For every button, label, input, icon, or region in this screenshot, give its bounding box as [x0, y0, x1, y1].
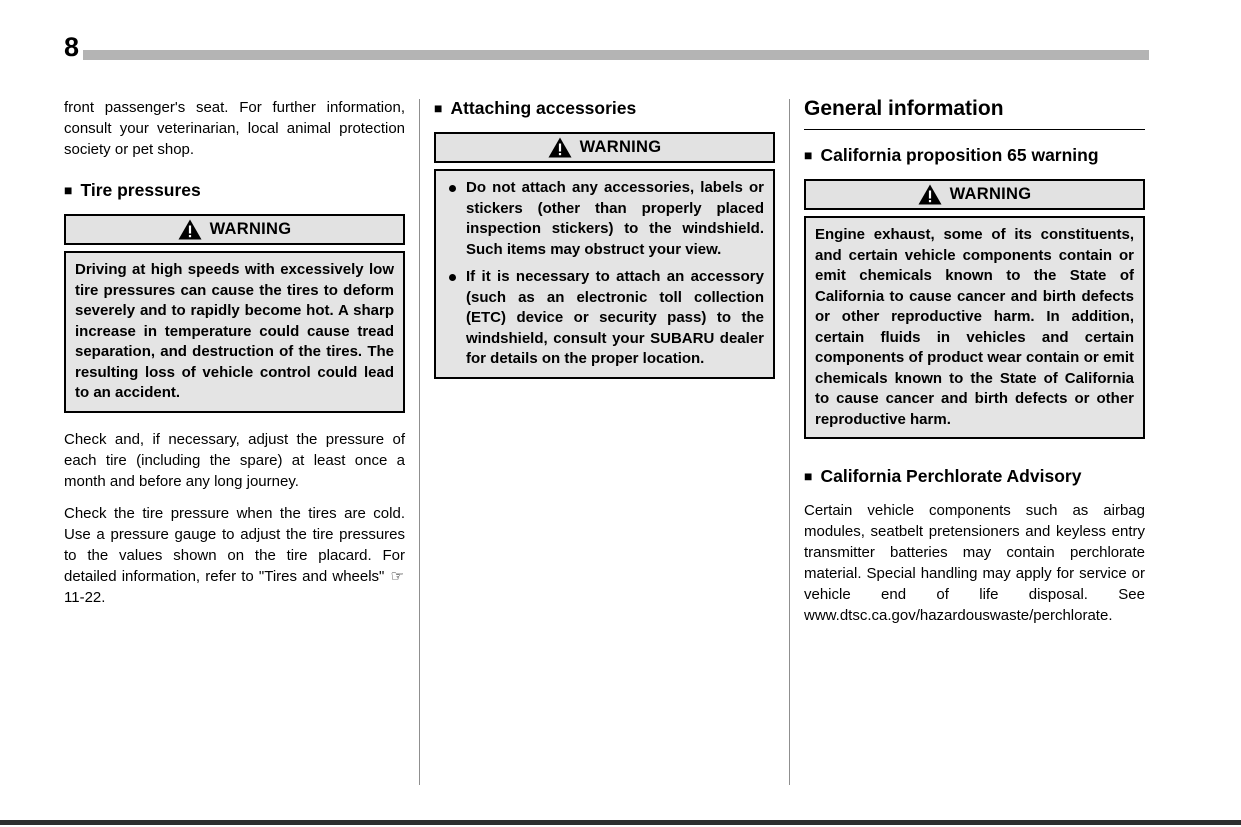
- warning-box-tire-pressures: [64, 214, 405, 413]
- square-bullet-icon: ■: [434, 100, 443, 116]
- column-divider-right: [789, 99, 790, 785]
- tire-cold-paragraph: [64, 503, 405, 608]
- tire-cold-paragraph-text: Check the tire pressure when the tires are cold. Use a pressure gauge to adjust the tire pressures to the values shown on the tire placard. For detailed information, refer to "Tires and wheels": [64, 504, 405, 585]
- warning-bullet-item: Do not attach any accessories, labels or stickers (other than properly placed inspection stickers) to the windshield. Such items may obstruct your view.: [445, 178, 764, 260]
- perchlorate-paragraph: Certain vehicle components such as airbag modules, seatbelt pretensioners and keyless entry transmitter batteries may contain perchlorate material. Special handling may apply for service or vehicle end of life disposal. See www.dtsc.ca.gov/hazardouswaste/perchlorate.: [804, 502, 1145, 624]
- warning-triangle-icon: [918, 184, 942, 205]
- warning-text: Engine exhaust, some of its constituents, and certain vehicle components contain or emit chemicals known to the State of California to cause cancer and birth defects or other reproductive harm. In addition, certain fluids in vehicles and certain components of product wear contain or emit chemicals known to the State of California to cause cancer and birth defects or other reproductive harm.: [815, 226, 1134, 428]
- page-reference-hand-icon: ☞: [390, 567, 404, 585]
- page-header: [64, 34, 1149, 61]
- warning-body: [434, 169, 775, 379]
- three-column-layout: [64, 97, 1149, 785]
- section-heading-label: Tire pressures: [80, 180, 201, 200]
- square-bullet-icon: ■: [64, 182, 73, 198]
- page-number: 8: [64, 32, 80, 62]
- section-heading-label: California Perchlorate Advisory: [820, 466, 1082, 486]
- warning-box-prop65: [804, 179, 1145, 439]
- warning-text: Driving at high speeds with excessively low tire pressures can cause the tires to deform severely and to rapidly become hot. A sharp increase in temperature could cause tread separation, and destruction of the tires. The resulting loss of vehicle control could lead to an accident.: [75, 261, 394, 401]
- section-heading-label: California proposition 65 warning: [820, 145, 1099, 165]
- chapter-heading-general-information: General information: [804, 97, 1145, 130]
- warning-header: [804, 179, 1145, 210]
- column-middle: [434, 97, 775, 785]
- warning-label: WARNING: [949, 185, 1032, 203]
- warning-body: [64, 251, 405, 413]
- warning-box-attaching-accessories: [434, 132, 775, 379]
- warning-header: [64, 214, 405, 245]
- section-heading-prop65: [804, 144, 1145, 166]
- section-heading-label: Attaching accessories: [450, 98, 637, 118]
- section-heading-perchlorate: [804, 465, 1145, 487]
- intro-paragraph: front passenger's seat. For further information, consult your veterinarian, local animal protection society or pet shop.: [64, 99, 405, 158]
- warning-triangle-icon: [178, 219, 202, 240]
- warning-label: WARNING: [209, 220, 292, 238]
- column-left: [64, 97, 405, 785]
- section-heading-tire-pressures: [64, 179, 405, 201]
- header-rule-bar: [83, 50, 1149, 60]
- warning-bullet-list: [445, 178, 764, 370]
- warning-header: [434, 132, 775, 163]
- warning-triangle-icon: [548, 137, 572, 158]
- warning-body: [804, 216, 1145, 439]
- column-right: [804, 97, 1145, 785]
- page-reference: 11-22.: [64, 588, 106, 606]
- warning-label: WARNING: [579, 138, 662, 156]
- tire-check-paragraph: Check and, if necessary, adjust the pressure of each tire (including the spare) at least once a month and before any long journey.: [64, 430, 405, 490]
- page-bottom-rule: [0, 820, 1241, 825]
- column-divider-left: [419, 99, 420, 785]
- section-heading-attaching-accessories: [434, 97, 775, 119]
- warning-bullet-item: If it is necessary to attach an accessory (such as an electronic toll collection (ETC) device or security pass) to the windshield, consult your SUBARU dealer for details on the proper location.: [445, 267, 764, 370]
- square-bullet-icon: ■: [804, 147, 813, 163]
- square-bullet-icon: ■: [804, 468, 813, 484]
